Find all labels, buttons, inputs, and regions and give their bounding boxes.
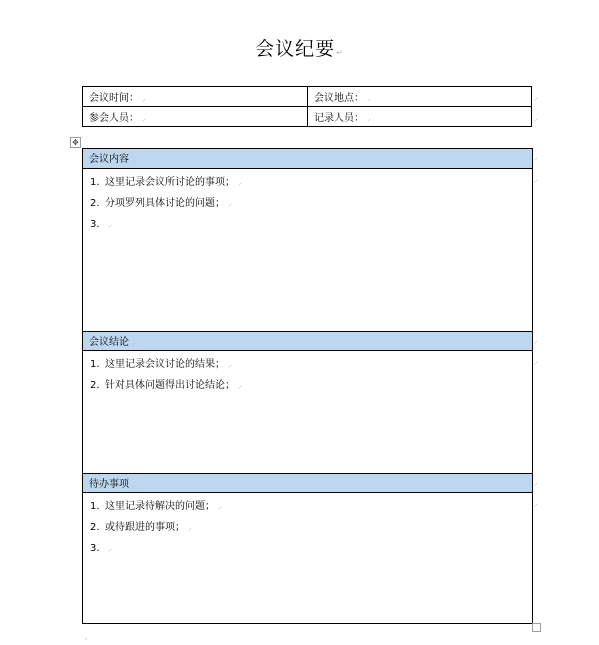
- list-item: 3. ⸝: [90, 543, 112, 554]
- meeting-info-table: [82, 86, 532, 127]
- recorder-label: 记录人员：: [314, 113, 364, 124]
- meeting-place-cell[interactable]: 会议地点： ⸝: [308, 87, 532, 107]
- meeting-time-cell[interactable]: 会议时间： ⸝: [83, 87, 308, 107]
- section-conclusion-list[interactable]: [90, 354, 242, 396]
- meeting-place-label: 会议地点：: [314, 93, 364, 104]
- list-item: 1. 这里记录会议讨论的结果； ⸝: [90, 359, 232, 370]
- minutes-sections-table: [82, 148, 533, 624]
- paragraph-mark: ↵: [336, 48, 344, 57]
- meeting-time-label: 会议时间：: [89, 93, 139, 104]
- recorder-cell[interactable]: 记录人员： ⸝: [308, 107, 532, 127]
- list-item: 2. 或待跟进的事项； ⸝: [90, 522, 192, 533]
- list-item: 3. ⸝: [90, 219, 112, 230]
- section-header-todo[interactable]: 待办事项 ⸝: [83, 473, 532, 493]
- document-title: 会议纪要↵: [255, 38, 344, 60]
- list-item: 1. 这里记录会议所讨论的事项； ⸝: [90, 177, 242, 188]
- end-paragraph-mark: ⸝: [84, 633, 88, 642]
- attendees-label: 参会人员：: [89, 113, 139, 124]
- section-todo-list[interactable]: [90, 496, 222, 559]
- table-move-handle-icon[interactable]: ✥: [70, 137, 81, 148]
- list-item: 2. 分项罗列具体讨论的问题； ⸝: [90, 198, 232, 209]
- table-resize-handle[interactable]: [532, 623, 541, 632]
- list-item: 2. 针对具体问题得出讨论结论； ⸝: [90, 380, 242, 391]
- attendees-cell[interactable]: 参会人员： ⸝: [83, 107, 308, 127]
- list-item: 1. 这里记录待解决的问题； ⸝: [90, 501, 222, 512]
- section-header-conclusion[interactable]: 会议结论 ⸝: [83, 331, 532, 351]
- section-header-content[interactable]: 会议内容 ⸝: [83, 149, 532, 169]
- section-content-list[interactable]: [90, 172, 242, 235]
